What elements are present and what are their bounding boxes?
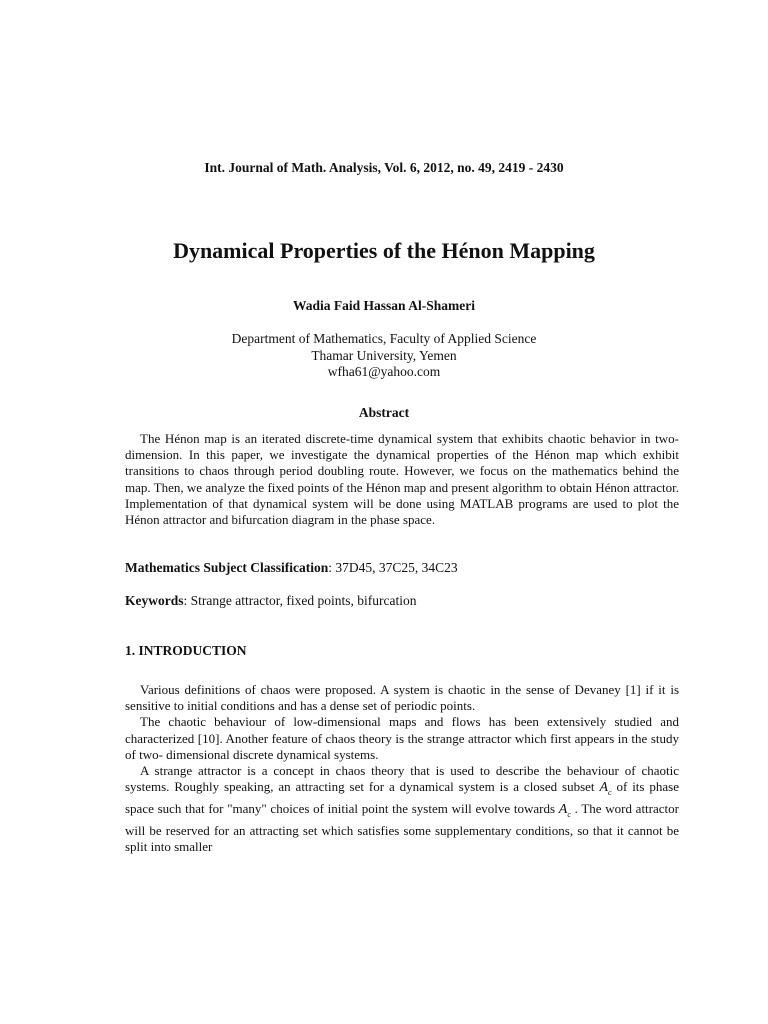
msc-line: [125, 560, 679, 576]
msc-label: Mathematics Subject Classification: [125, 560, 329, 575]
intro-p3-part-a: A strange attractor is a concept in chaos theory that is used to describe the behaviour of chaotic systems. Roughly speaking, an attracting set for a dynamical system is a closed subset: [125, 763, 679, 795]
paper-title: Dynamical Properties of the Hénon Mapping: [173, 238, 595, 263]
abstract-heading: Abstract: [358, 405, 410, 420]
math-symbol-a-2: A: [558, 802, 568, 818]
affiliation-department: Department of Mathematics, Faculty of Applied Science: [231, 331, 537, 346]
section-heading-introduction: 1. INTRODUCTION: [125, 643, 247, 658]
intro-p3-part-b: of its phase space such that for "many" choices of initial point the system will evolve towards: [125, 779, 679, 817]
math-symbol-a: A: [599, 780, 608, 796]
math-subscript-c: c: [608, 788, 612, 798]
intro-p3-part-c: . The word attractor will be reserved for an attracting set which satisfies some supplementary conditions, so that it cannot be split into smaller: [125, 801, 679, 855]
msc-value: : 37D45, 37C25, 34C23: [328, 560, 458, 575]
affiliation-block: [0, 331, 768, 381]
intro-paragraph-2: The chaotic behaviour of low-dimensional maps and flows has been extensively studied and characterized [10]. Another feature of chaos theory is the strange attractor which first appears in the study of two- dimensional discrete dynamical systems.: [125, 714, 679, 762]
author-email: wfha61@yahoo.com: [327, 364, 441, 379]
math-attractor-set: [599, 780, 612, 798]
math-attractor-set-2: [558, 802, 571, 820]
intro-paragraph-1: Various definitions of chaos were proposed. A system is chaotic in the sense of Devaney [1] if it is sensitive to initial conditions and has a dense set of periodic points.: [125, 682, 679, 714]
affiliation-university: Thamar University, Yemen: [311, 347, 457, 363]
author-name: Wadia Faid Hassan Al-Shameri: [293, 298, 475, 313]
journal-header: Int. Journal of Math. Analysis, Vol. 6, 2012, no. 49, 2419 - 2430: [204, 160, 564, 175]
keywords-label: Keywords: [125, 593, 184, 608]
introduction-body: [125, 682, 679, 856]
math-subscript-c-2: c: [567, 810, 571, 820]
keywords-line: [125, 593, 679, 609]
abstract-text: The Hénon map is an iterated discrete-time dynamical system that exhibits chaotic behavior in two-dimension. In this paper, we investigate the dynamical properties of the Hénon map which exhibit transitions to chaos through period doubling route. However, we focus on the mathematics behind the map. Then, we analyze the fixed points of the Hénon map and present algorithm to obtain Hénon attractor. Implementation of that dynamical system will be done using MATLAB programs are used to plot the Hénon attractor and bifurcation diagram in the phase space.: [125, 431, 679, 528]
keywords-value: : Strange attractor, fixed points, bifurcation: [183, 593, 417, 608]
intro-paragraph-3: [125, 763, 679, 856]
